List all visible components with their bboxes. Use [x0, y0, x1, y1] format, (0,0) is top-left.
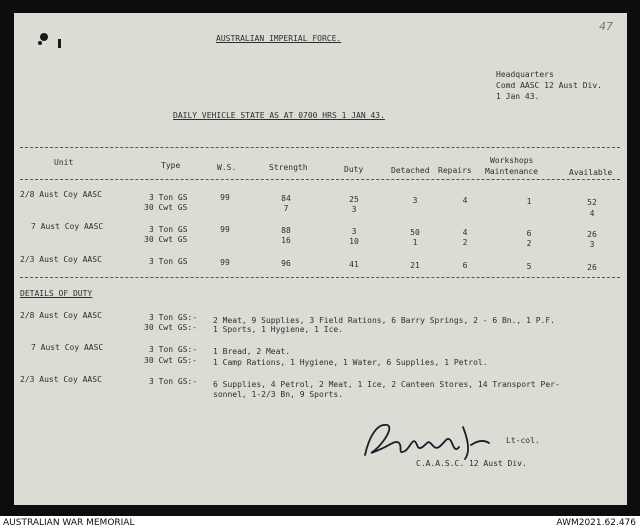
document-subtitle: DAILY VEHICLE STATE AS AT 0700 HRS 1 JAN 43. [173, 111, 385, 120]
header-detached: Detached [391, 166, 430, 175]
details-type: 3 Ton GS:- [149, 345, 198, 354]
header-maintenance: Maintenance [485, 167, 538, 176]
row-repairs: 6 [462, 261, 468, 270]
row-detached: 50 [410, 228, 420, 237]
row-available: 3 [589, 240, 595, 249]
details-type: 3 Ton GS:- [149, 377, 198, 386]
header-available: Available [569, 168, 613, 177]
header-repairs: Repairs [438, 166, 472, 175]
archive-footer [0, 516, 640, 530]
row-type: 30 Cwt GS [144, 235, 188, 244]
handwritten-signature [359, 417, 499, 465]
details-type: 30 Cwt GS:- [144, 323, 197, 332]
details-text: 1 Camp Rations, 1 Hygiene, 1 Water, 6 Supplies, 1 Petrol. [213, 358, 488, 367]
header-duty: Duty [344, 165, 364, 174]
row-strength: 16 [281, 236, 291, 245]
header-strength: Strength [269, 163, 308, 172]
document-page [14, 13, 627, 505]
row-available: 4 [589, 209, 595, 218]
row-duty: 3 [351, 205, 357, 214]
details-unit: 2/8 Aust Coy AASC [20, 311, 102, 320]
header-bottom-rule [20, 179, 620, 180]
row-detached: 21 [410, 261, 420, 270]
row-unit: 7 Aust Coy AASC [31, 222, 104, 231]
details-heading: DETAILS OF DUTY [20, 289, 93, 298]
row-available: 26 [587, 230, 597, 239]
ink-blot-icon [34, 25, 74, 55]
hq-line-1: Headquarters [496, 70, 554, 79]
row-available: 26 [587, 263, 597, 272]
row-repairs: 4 [462, 196, 468, 205]
row-unit: 2/3 Aust Coy AASC [20, 255, 102, 264]
row-ws: 99 [220, 258, 230, 267]
details-type: 3 Ton GS:- [149, 313, 198, 322]
row-ws: 99 [220, 193, 230, 202]
row-duty: 41 [349, 260, 359, 269]
details-text: 6 Supplies, 4 Petrol, 2 Meat, 1 Ice, 2 Canteen Stores, 14 Transport Per- [213, 380, 560, 389]
row-detached: 3 [412, 196, 418, 205]
hq-line-2: Comd AASC 12 Aust Div. [496, 81, 602, 90]
row-maintenance: 5 [526, 262, 532, 271]
header-workshops: Workshops [490, 156, 534, 165]
header-type: Type [161, 161, 181, 170]
row-duty: 25 [349, 195, 359, 204]
row-repairs: 4 [462, 228, 468, 237]
row-maintenance: 6 [526, 229, 532, 238]
details-text: 1 Sports, 1 Hygiene, 1 Ice. [213, 325, 344, 334]
footer-institution: AUSTRALIAN WAR MEMORIAL [3, 518, 135, 528]
signature-rank: Lt-col. [506, 436, 540, 445]
row-strength: 84 [281, 194, 291, 203]
hq-line-3: 1 Jan 43. [496, 92, 540, 101]
details-text: sonnel, 1-2/3 Bn, 9 Sports. [213, 390, 344, 399]
row-strength: 7 [283, 204, 289, 213]
row-strength: 88 [281, 226, 291, 235]
pencil-page-number: 47 [599, 20, 613, 33]
row-type: 3 Ton GS [149, 257, 188, 266]
details-text: 1 Bread, 2 Meat. [213, 347, 291, 356]
row-type: 3 Ton GS [149, 193, 188, 202]
table-bottom-rule [20, 277, 620, 278]
details-text: 2 Meat, 9 Supplies, 3 Field Rations, 6 Barry Springs, 2 - 6 Bn., 1 P.F. [213, 316, 555, 325]
row-ws: 99 [220, 225, 230, 234]
row-maintenance: 2 [526, 239, 532, 248]
row-maintenance: 1 [526, 197, 532, 206]
footer-accession-number: AWM2021.62.476 [556, 518, 636, 528]
row-detached: 1 [412, 238, 418, 247]
row-strength: 96 [281, 259, 291, 268]
row-duty: 3 [351, 227, 357, 236]
details-unit: 7 Aust Coy AASC [31, 343, 104, 352]
details-unit: 2/3 Aust Coy AASC [20, 375, 102, 384]
header-ws: W.S. [217, 163, 237, 172]
row-type: 30 Cwt GS [144, 203, 188, 212]
header-unit: Unit [54, 158, 74, 167]
row-available: 52 [587, 198, 597, 207]
document-title: AUSTRALIAN IMPERIAL FORCE. [216, 34, 342, 43]
row-unit: 2/8 Aust Coy AASC [20, 190, 102, 199]
row-type: 3 Ton GS [149, 225, 188, 234]
row-duty: 10 [349, 237, 359, 246]
signature-title: C.A.A.S.C. 12 Aust Div. [416, 459, 527, 468]
details-type: 30 Cwt GS:- [144, 356, 197, 365]
row-repairs: 2 [462, 238, 468, 247]
table-top-rule [20, 147, 620, 148]
